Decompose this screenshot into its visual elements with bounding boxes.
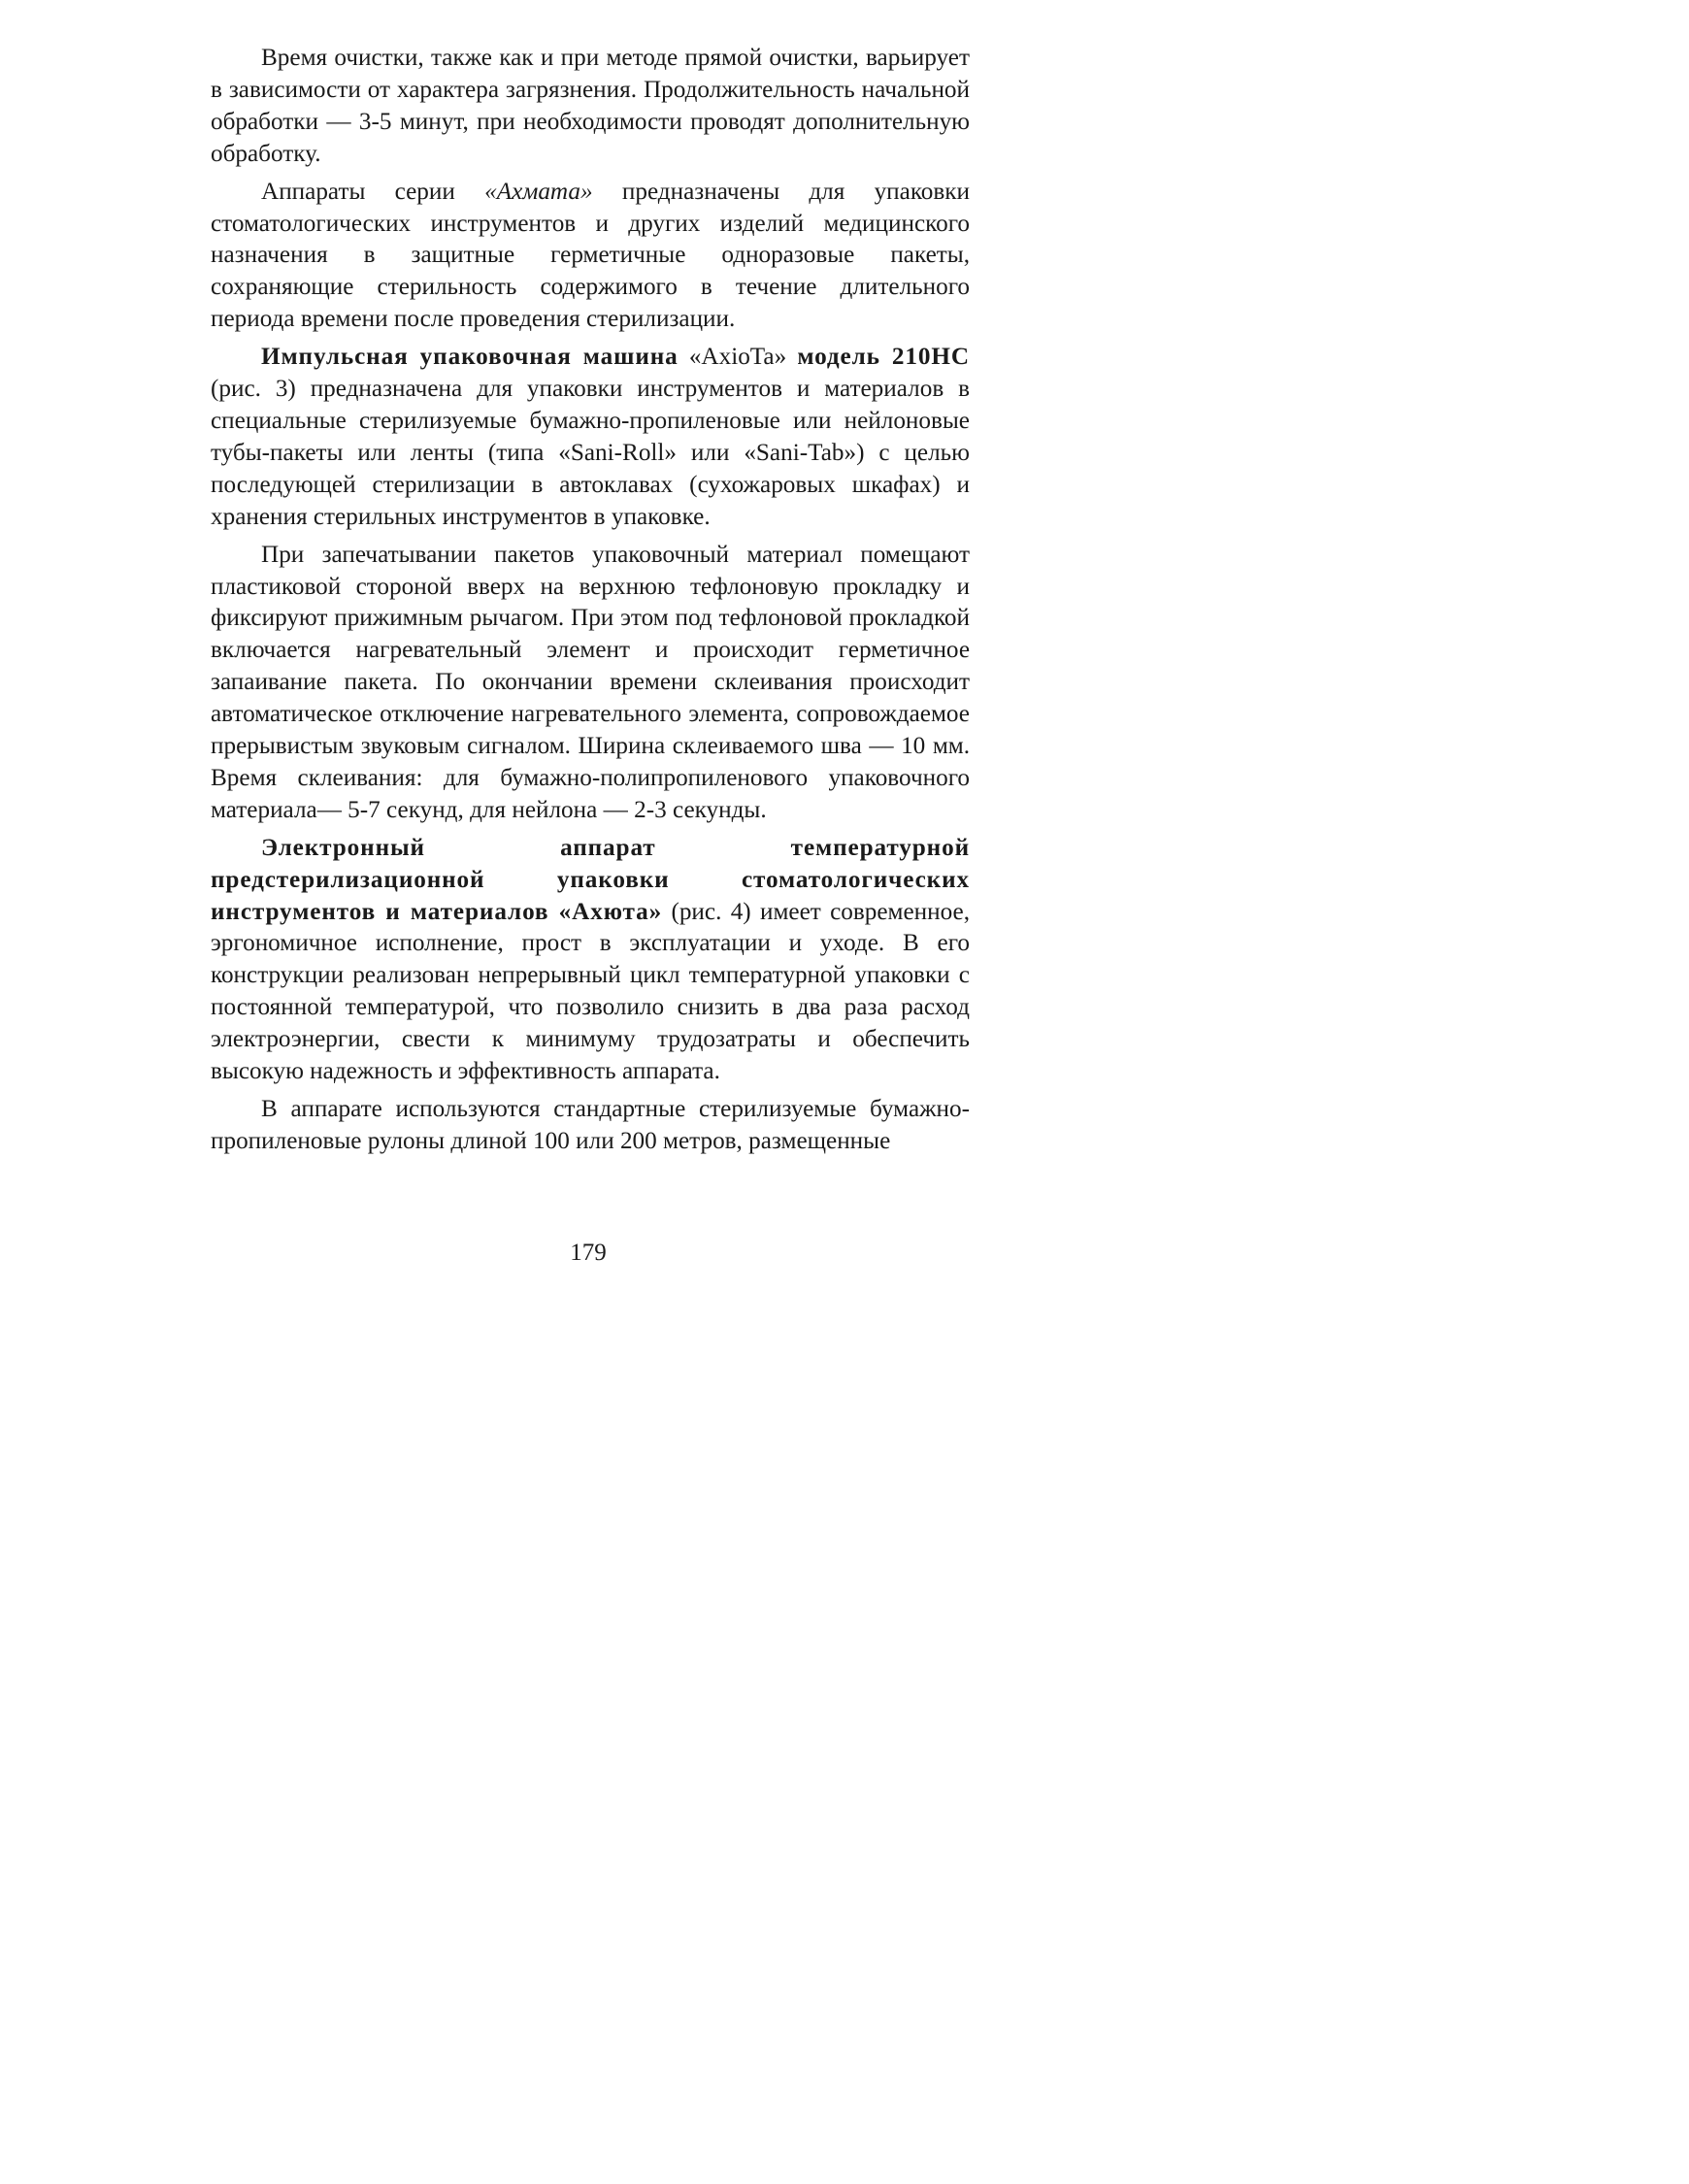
paragraph-cleaning-time: Время очистки, также как и при методе прямой очистки, варьирует в зависимости от характера загрязнения. Продолжительность начальной обработки — 3-5 минут, при необходимости проводят дополнительную обработку. bbox=[211, 45, 970, 167]
paragraph-impulse-machine bbox=[211, 342, 970, 533]
term-heading: модель 210НС bbox=[797, 344, 970, 371]
paragraph-text: предназначены для упаковки стоматологических инструментов и других изделий медицинского назначения в защитные герметичные одноразовые пакеты, сохраняющие стерильность содержимого в течение длительного периода времени после проведения стерилизации. bbox=[211, 178, 970, 333]
paragraph-text: (рис. 4) имеет современное, эргономичное исполнение, прост в эксплуатации и уходе. В его конструкции реализован непрерывный цикл температурной упаковки с постоянной температурой, что позволило снизить в два раза расход электроэнергии, свести к минимуму трудозатраты и обеспечить высокую надежность и эффективность аппарата. bbox=[211, 898, 970, 1085]
paragraph-text: «AxioTa» bbox=[678, 344, 798, 371]
paragraph-text: (рис. 3) предназначена для упаковки инструментов и материалов в специальные стерилизуемые бумажно-пропиленовые или нейлоновые тубы-пакеты или ленты (типа «Sani-Roll» или «Sani-Tab») с целью последующей стерилизации в автоклавах (сухожаровых шкафах) и хранения стерильных инструментов в упаковке. bbox=[211, 376, 970, 530]
device-series-name: «Ахмата» bbox=[484, 178, 593, 205]
paragraph-rolls: В аппарате используются стандартные стерилизуемые бумажно-пропиленовые рулоны длиной 100 или 200 метров, размещенные bbox=[211, 1096, 970, 1154]
paragraph-electronic-device bbox=[211, 833, 970, 1088]
page-body bbox=[211, 43, 970, 1164]
term-heading: Импульсная упаковочная машина bbox=[261, 344, 679, 371]
paragraph-axmata-devices bbox=[211, 177, 970, 337]
page-number: 179 bbox=[570, 1240, 607, 1266]
term-heading: Электронный аппарат температурной предстерилизационной упаковки стоматологических инструментов и материалов «Ахюта» bbox=[211, 834, 970, 925]
paragraph-text: Аппараты серии bbox=[261, 178, 485, 205]
paragraph-sealing-process: При запечатывании пакетов упаковочный материал помещают пластиковой стороной вверх на верхнюю тефлоновую прокладку и фиксируют прижимным рычагом. При этом под тефлоновой прокладкой включается нагревательный элемент и происходит герметичное запаивание пакета. По окончании времени склеивания происходит автоматическое отключение нагревательного элемента, сопровождаемое прерывистым звуковым сигналом. Ширина склеиваемого шва — 10 мм. Время склеивания: для бумажно-полипропиленового упаковочного материала— 5-7 секунд, для нейлона — 2-3 секунды. bbox=[211, 541, 970, 823]
